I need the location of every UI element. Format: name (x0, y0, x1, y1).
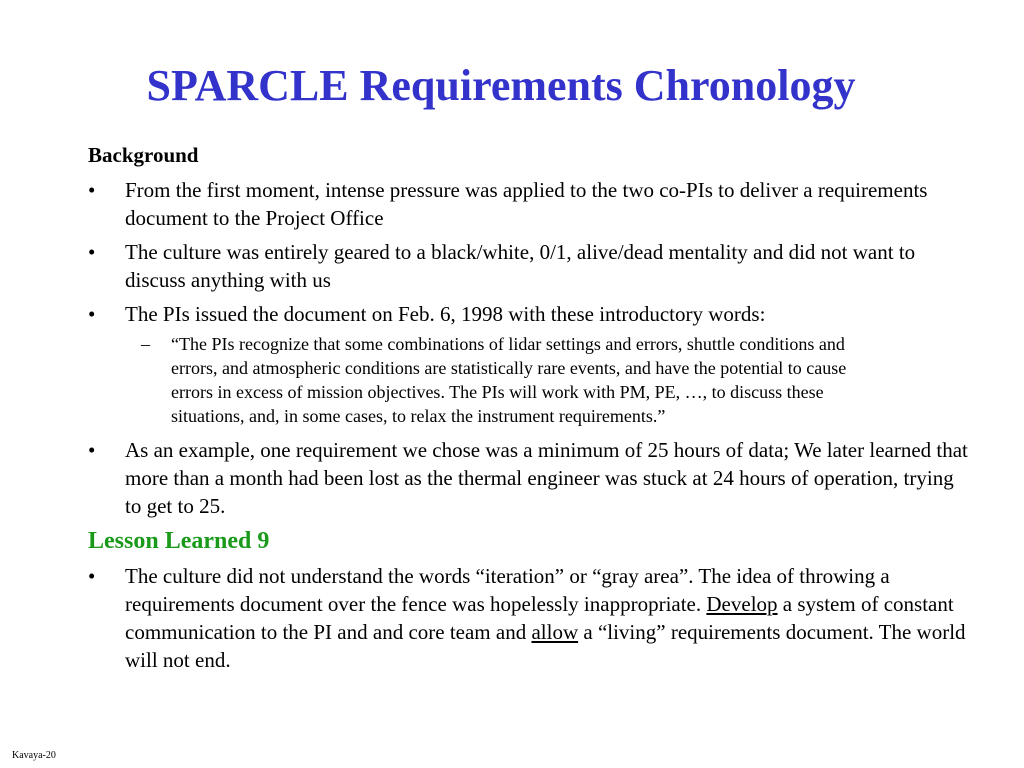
lesson-text-part3: a “living” requirements document. The world will not end. (125, 620, 966, 672)
bullet-item (88, 176, 968, 232)
quote-text: “The PIs recognize that some combinations of lidar settings and errors, shuttle conditions and errors, and atmospheric conditions are statistically rare events, and have the potential to cause errors in excess of mission objectives. The PIs will work with PM, PE, …, to discuss these situations, and, in some cases, to relax the instrument requirements.” (171, 334, 847, 426)
bullet-item (88, 436, 968, 520)
quote-sub-bullet (88, 332, 891, 428)
bullet-text: From the first moment, intense pressure was applied to the two co-PIs to deliver a requirements document to the Project Office (125, 178, 928, 230)
bullet-text: The culture was entirely geared to a black/white, 0/1, alive/dead mentality and did not want to discuss anything with us (125, 240, 916, 292)
slide-content (88, 142, 968, 680)
bullet-item (88, 238, 968, 294)
lesson-bullet (88, 562, 968, 674)
footer-page-label: Kavaya-20 (12, 750, 56, 761)
lesson-heading: Lesson Learned 9 (88, 528, 270, 554)
slide-title: SPARCLE Requirements Chronology (146, 61, 856, 110)
bullet-marker: • (88, 178, 96, 202)
background-heading: Background (88, 143, 199, 167)
develop-underlined: Develop (706, 592, 778, 616)
bullet-text: The PIs issued the document on Feb. 6, 1998 with these introductory words: (125, 302, 766, 326)
dash-marker: – (141, 334, 150, 354)
allow-underlined: allow (531, 620, 579, 644)
bullet-item (88, 300, 968, 328)
lesson-text-part2: a system of constant communication to the PI and and core team and (125, 592, 954, 644)
bullet-marker: • (88, 438, 96, 462)
lesson-text-part1: The culture did not understand the words “iteration” or “gray area”. The idea of throwing a requirements document over the fence was hopelessly inappropriate. (125, 564, 890, 616)
bullet-marker: • (88, 240, 96, 264)
bullet-text: As an example, one requirement we chose was a minimum of 25 hours of data; We later learned that more than a month had been lost as the thermal engineer was stuck at 24 hours of operation, trying to get to 25. (125, 438, 968, 518)
bullet-marker: • (88, 564, 96, 588)
bullet-marker: • (88, 302, 96, 326)
